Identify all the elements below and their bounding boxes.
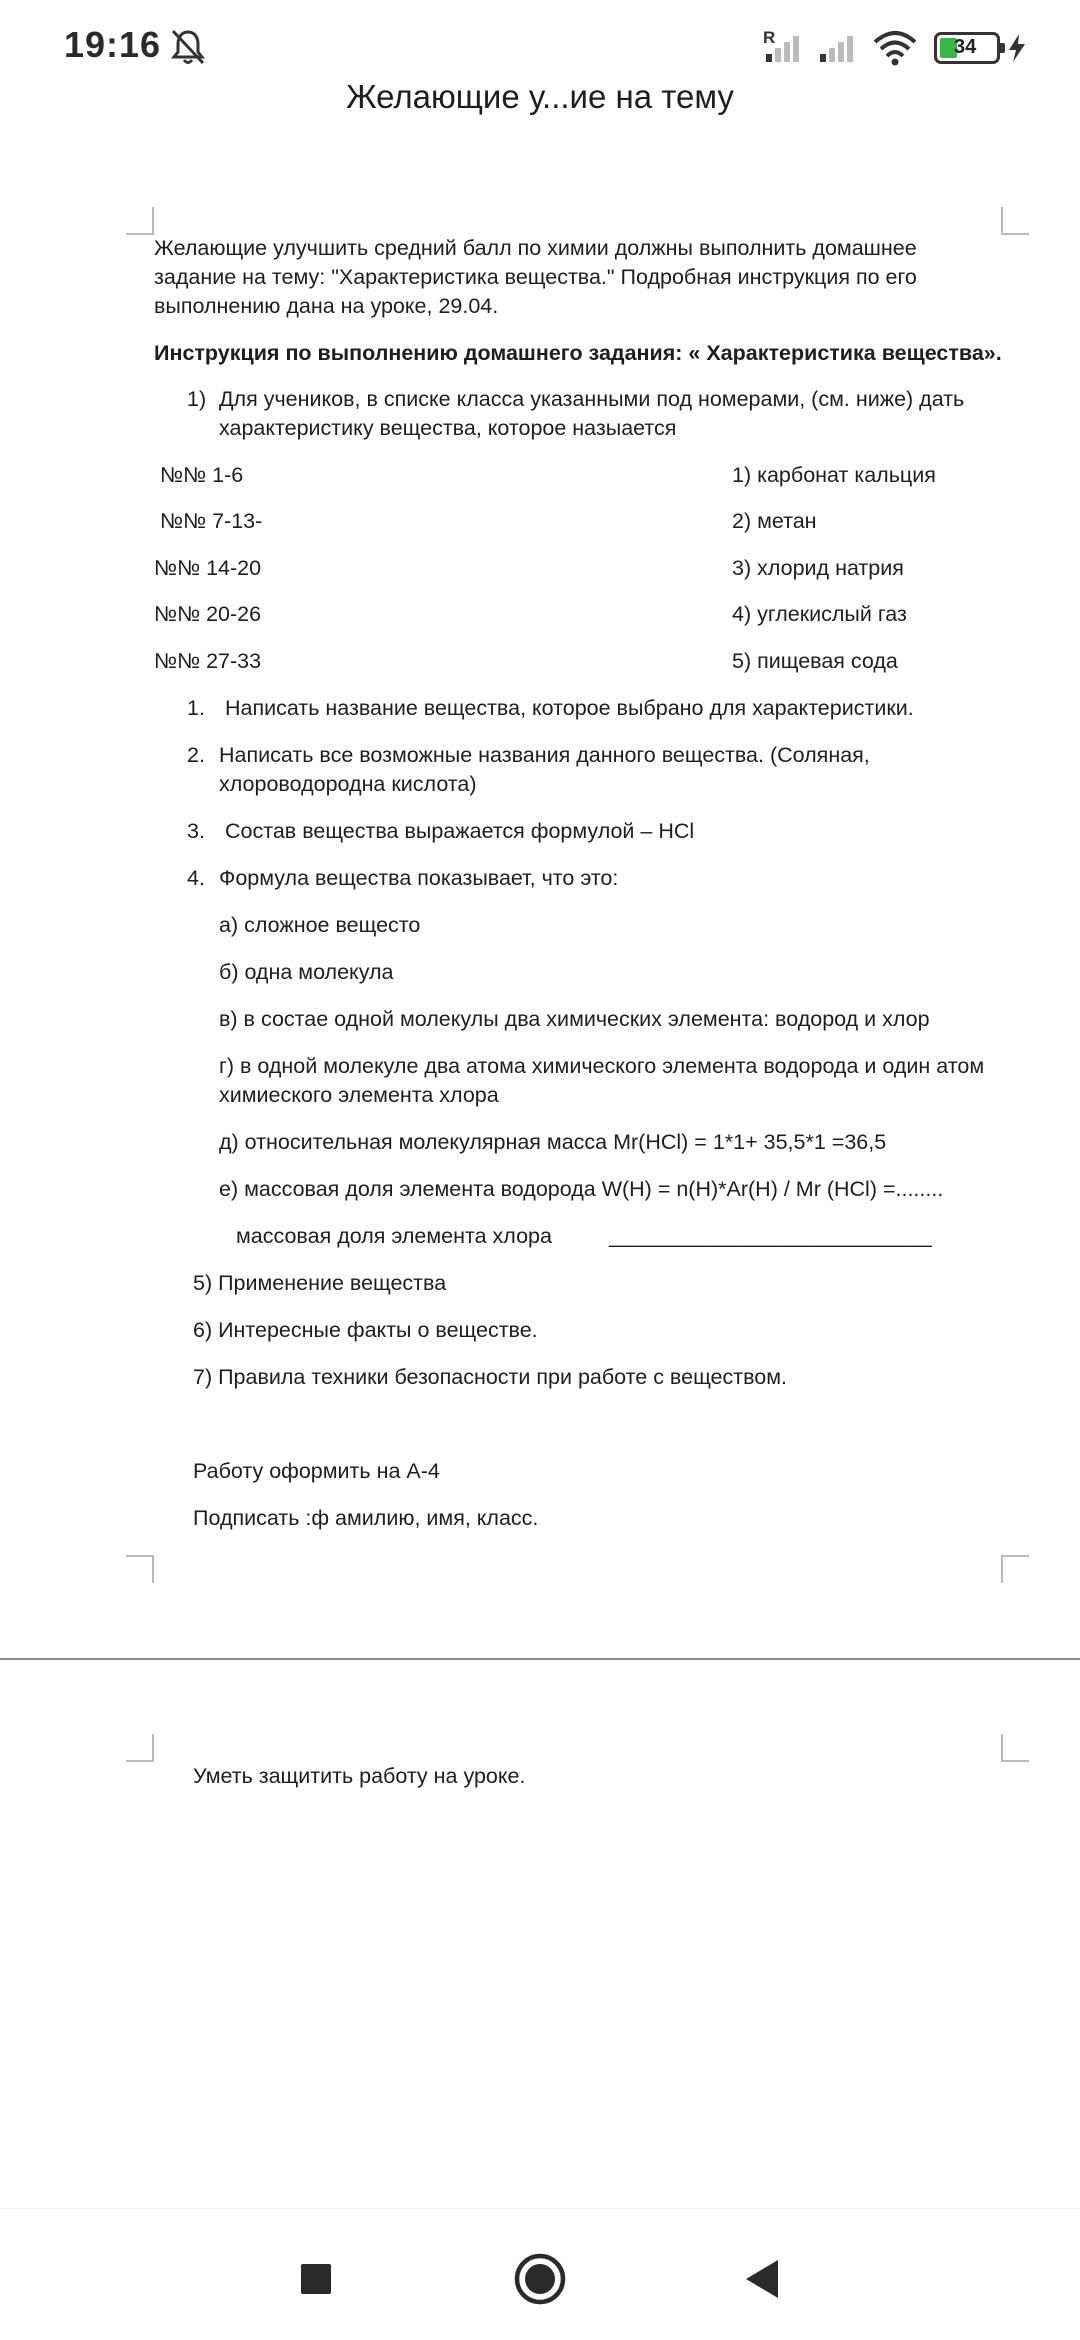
wifi-icon [872, 30, 918, 66]
sub-item: а) сложное вещесто [219, 913, 421, 937]
page-separator [0, 1658, 1080, 1660]
sub-item: д) относительная молекулярная масса Mr(HCl) = 1*1+ 35,5*1 =36,5 [219, 1130, 887, 1154]
list-item: 7) Правила техники безопасности при работе с веществом. [193, 1365, 787, 1389]
charging-icon [1006, 32, 1028, 64]
sub-item: б) одна молекула [219, 960, 394, 984]
list-number: 1. [187, 696, 205, 720]
battery-icon [934, 32, 1000, 64]
assignment-range: №№ 20-26 [154, 602, 262, 626]
sub-item: г) в одной молекуле два атома химического элемента водорода и один атом химиеского элемента хлора [219, 1054, 985, 1107]
list-item: Написать все возможные названия данного вещества. (Соляная, хлороводородна кислота) [219, 743, 870, 796]
step-text: Для учеников, в списке класса указанными под номерами, (см. ниже) дать характеристику вещества, которое назыается [219, 387, 965, 440]
assignment-range: №№ 1-6 [160, 463, 244, 487]
list-item: Формула вещества показывает, что это: [219, 866, 619, 890]
page-corner-marker [126, 1734, 154, 1762]
assignment-substance: 2) метан [732, 509, 817, 533]
instruction-heading: Инструкция по выполнению домашнего задания: « Характеристика вещества». [154, 341, 1002, 365]
page-corner-marker [126, 1555, 154, 1583]
assignment-substance: 3) хлорид натрия [732, 556, 904, 580]
step-number: 1) [187, 387, 207, 411]
assignment-substance: 5) пищевая сода [732, 649, 898, 673]
list-item: 5) Применение вещества [193, 1271, 447, 1295]
home-button[interactable] [510, 2249, 570, 2309]
page-corner-marker [1001, 207, 1029, 235]
document-title: Желающие у...ие на тему [346, 78, 734, 115]
assignment-range: №№ 14-20 [154, 556, 262, 580]
bell-muted-icon [170, 28, 206, 66]
assignment-substance: 1) карбонат кальция [732, 463, 936, 487]
sub-item: е) массовая доля элемента водорода W(H) = n(H)*Ar(H) / Mr (HCl) =........ [219, 1177, 944, 1201]
list-item: Состав вещества выражается формулой – HCl [225, 819, 695, 843]
list-item: 6) Интересные факты о веществе. [193, 1318, 538, 1342]
page2-text: Уметь защитить работу на уроке. [193, 1764, 526, 1788]
assignment-range: №№ 27-33 [154, 649, 262, 673]
page-corner-marker [1001, 1734, 1029, 1762]
sub-item: в) в состае одной молекулы два химических элемента: водород и хлор [219, 1007, 930, 1031]
assignment-substance: 4) углекислый газ [732, 602, 907, 626]
signal-icon [818, 32, 860, 64]
back-triangle-icon [734, 2249, 794, 2309]
page-corner-marker [1001, 1555, 1029, 1583]
back-button[interactable] [734, 2249, 794, 2309]
sign-note: Подписать :ф амилию, имя, класс. [193, 1506, 539, 1530]
navigation-bar [0, 2208, 1080, 2340]
status-time: 19:16 [64, 24, 162, 65]
recents-square-icon [286, 2249, 346, 2309]
signal-icon [764, 32, 806, 64]
list-number: 2. [187, 743, 205, 767]
battery-level: 34 [954, 36, 977, 58]
signal-label: R [763, 28, 776, 47]
intro-paragraph: Желающие улучшить средний балл по химии должны выполнить домашнее задание на тему: "Характеристика вещества." Подробная инструкция по его выполнению дана на уроке, 29.04. [154, 236, 917, 318]
assignment-range: №№ 7-13- [160, 509, 263, 533]
recents-button[interactable] [286, 2249, 346, 2309]
list-number: 3. [187, 819, 205, 843]
list-number: 4. [187, 866, 205, 890]
format-note: Работу оформить на А-4 [193, 1459, 440, 1483]
page-corner-marker [126, 207, 154, 235]
list-item: Написать название вещества, которое выбрано для характеристики. [225, 696, 914, 720]
chlorine-line-label: массовая доля элемента хлора [236, 1224, 552, 1248]
home-circle-icon [510, 2249, 570, 2309]
chlorine-line-blank: ___________________________ [609, 1224, 932, 1248]
